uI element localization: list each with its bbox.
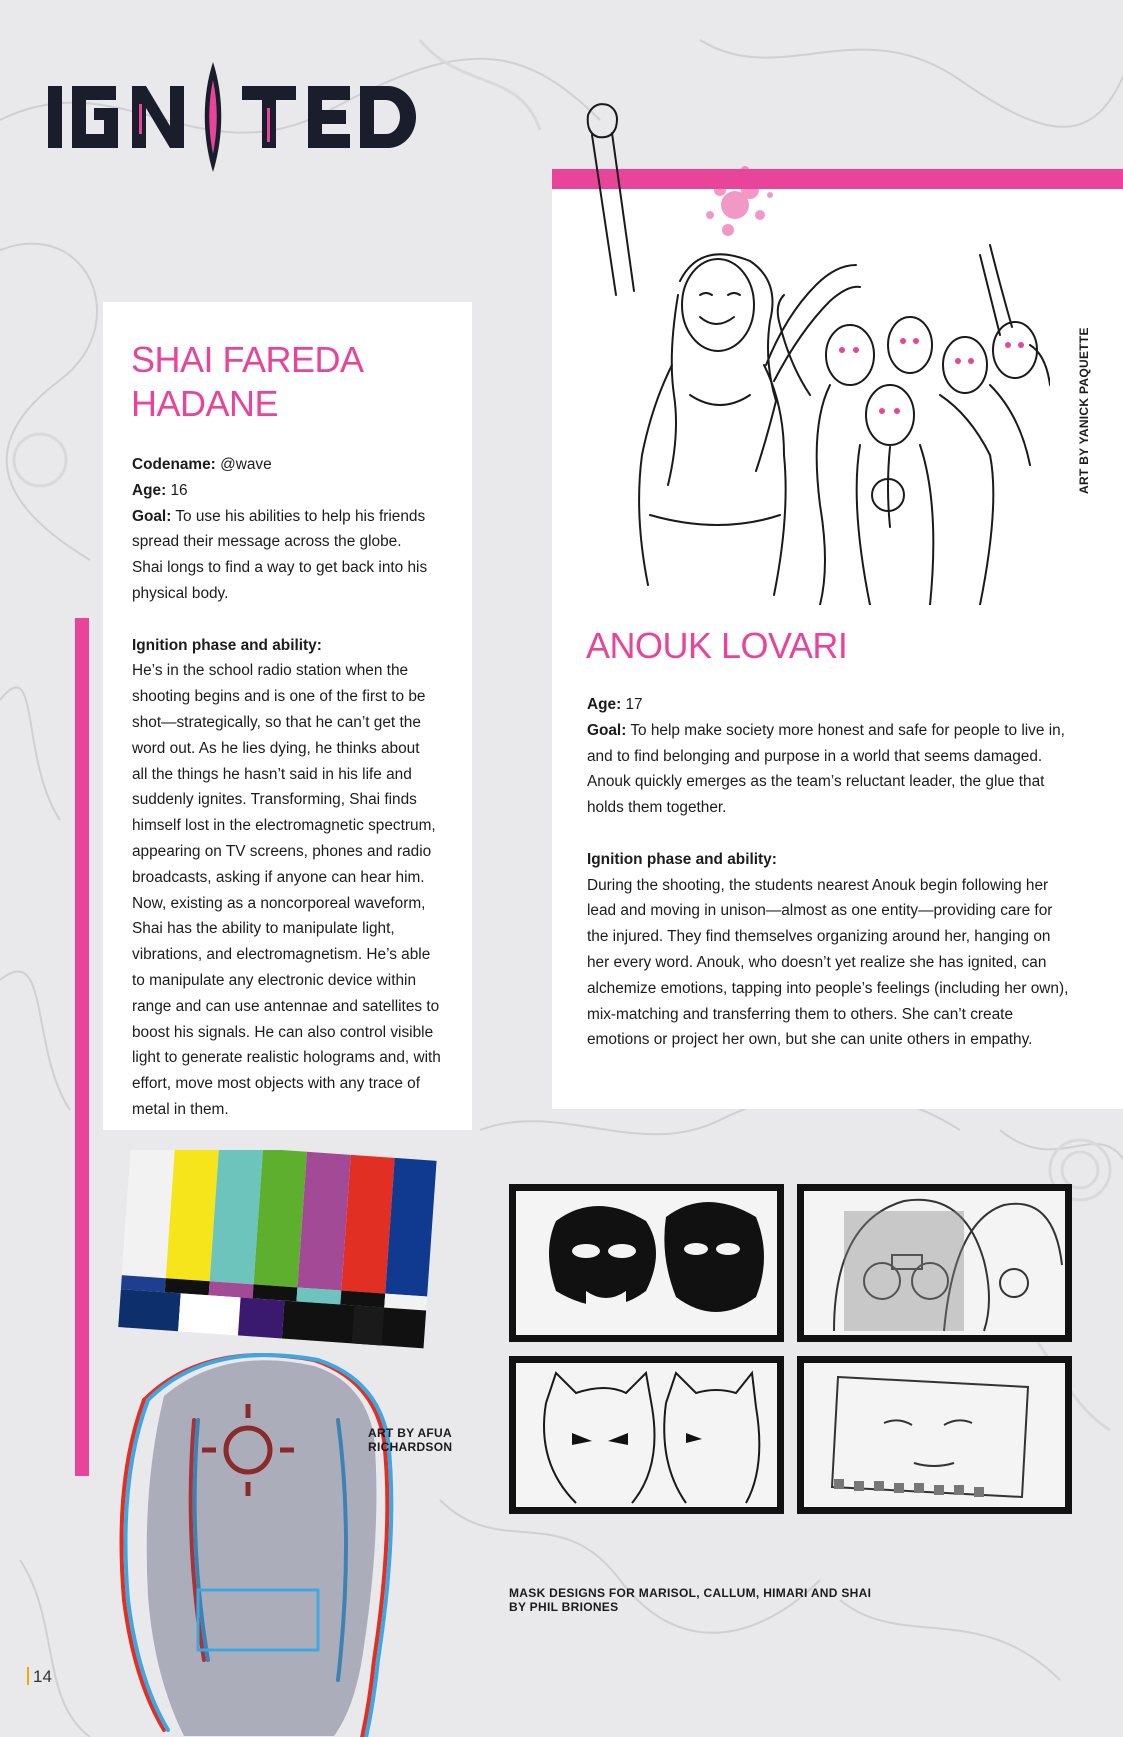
credit-yanick-paquette: ART BY YANICK PAQUETTE xyxy=(1077,327,1091,494)
shai-goal-line: Shai longs to find a way to get back into his xyxy=(132,559,428,577)
shai-ignition-line: boost his signals. He can also control visible xyxy=(132,1023,434,1041)
shai-ignition-line: vibrations, and electromagnetism. He’s able xyxy=(132,946,431,964)
tv-mask-sketch xyxy=(804,1363,1065,1507)
anouk-profile-text xyxy=(587,692,1107,1053)
shai-goal-line: spread their message across the globe. xyxy=(132,533,402,551)
anouk-ignition-label: Ignition phase and ability: xyxy=(587,850,777,868)
shai-codename: Codename: @wave xyxy=(132,456,272,473)
cat-mask-sketch xyxy=(516,1363,777,1507)
anouk-ignition-line: lead and moving in unison—almost as one entity—providing care for xyxy=(587,902,1053,920)
mask-design-marisol xyxy=(509,1184,784,1342)
mask-design-callum xyxy=(797,1184,1072,1342)
shai-ignition-line: all the things he hasn’t said in his life and xyxy=(132,765,412,783)
anouk-goal-line: Anouk quickly emerges as the team’s reluctant leader, the glue that xyxy=(587,773,1045,791)
shai-ignition-line: light to generate realistic holograms and, with xyxy=(132,1049,441,1067)
shai-ignition-line: appearing on TV screens, phones and radio xyxy=(132,842,432,860)
credit-afua-richardson: ART BY AFUA RICHARDSON xyxy=(368,1426,453,1454)
accent-bar-left xyxy=(75,618,89,1476)
anouk-goal-line: and to find belonging and purpose in a world that seems damaged. xyxy=(587,747,1043,765)
gas-mask-sketch xyxy=(804,1191,1065,1335)
anouk-ignition-line: During the shooting, the students nearest Anouk begin following her xyxy=(587,876,1049,894)
ignited-logo xyxy=(46,56,416,176)
shai-ignition-line: shot—strategically, so that he can’t get the xyxy=(132,713,421,731)
mask-design-shai xyxy=(797,1356,1072,1514)
shai-goal: Goal: To use his abilities to help his friends xyxy=(132,507,426,525)
anouk-ignition-line: mix-matching and transferring them to others. She can’t create xyxy=(587,1005,1014,1023)
shai-ignition-line: to manipulate any electronic device within xyxy=(132,971,417,989)
page-number-tick xyxy=(27,1667,29,1685)
shai-ignition-line: metal in them. xyxy=(132,1100,229,1118)
credit-phil-briones: MASK DESIGNS FOR MARISOL, CALLUM, HIMARI AND SHAI BY PHIL BRIONES xyxy=(509,1586,872,1614)
shai-goal-line: physical body. xyxy=(132,584,229,602)
shai-ignition-label: Ignition phase and ability: xyxy=(132,636,322,654)
anouk-age: Age: 17 xyxy=(587,696,643,713)
shai-name-line2: HADANE xyxy=(131,383,279,424)
anouk-goal-line: holds them together. xyxy=(587,799,727,817)
anouk-ignition-line: the injured. They find themselves organizing around her, hanging on xyxy=(587,928,1051,946)
shai-ignition-line: suddenly ignites. Transforming, Shai finds xyxy=(132,791,417,809)
anouk-ignition-line: alchemize emotions, tapping into people’s feelings (including her own), xyxy=(587,979,1069,997)
shai-ignition-line: shooting begins and is one of the first to be xyxy=(132,688,426,706)
shai-name-heading xyxy=(131,338,364,426)
shai-ignition-line: word out. As he lies dying, he thinks about xyxy=(132,739,420,757)
shai-name-line1: SHAI FAREDA xyxy=(131,339,364,380)
shai-ignition-line: Shai has the ability to manipulate light, xyxy=(132,920,395,938)
luchador-mask-sketch xyxy=(516,1191,777,1335)
anouk-ignition-line: emotions or project her own, but she can unite others in empathy. xyxy=(587,1031,1033,1049)
shai-ignition-line: range and can use antennae and satellites to xyxy=(132,997,440,1015)
page-number: 14 xyxy=(27,1667,52,1687)
shai-ignition-line: He’s in the school radio station when the xyxy=(132,662,409,680)
shai-ignition-line: Now, existing as a noncorporeal waveform, xyxy=(132,894,426,912)
shai-profile-text xyxy=(132,452,467,1123)
anouk-crowd-illustration xyxy=(560,95,1050,605)
mask-design-himari xyxy=(509,1356,784,1514)
shai-ignition-line: himself lost in the electromagnetic spectrum, xyxy=(132,817,436,835)
shai-ignition-line: effort, move most objects with any trace of xyxy=(132,1075,420,1093)
shai-ignition-line: broadcasts, asking if anyone can hear him. xyxy=(132,868,425,886)
shai-age: Age: 16 xyxy=(132,481,188,499)
anouk-ignition-line: her every word. Anouk, who doesn’t yet realize she has ignited, can xyxy=(587,953,1047,971)
anouk-goal: Goal: To help make society more honest and safe for people to live in, xyxy=(587,721,1065,739)
anouk-name-heading: ANOUK LOVARI xyxy=(586,625,848,666)
